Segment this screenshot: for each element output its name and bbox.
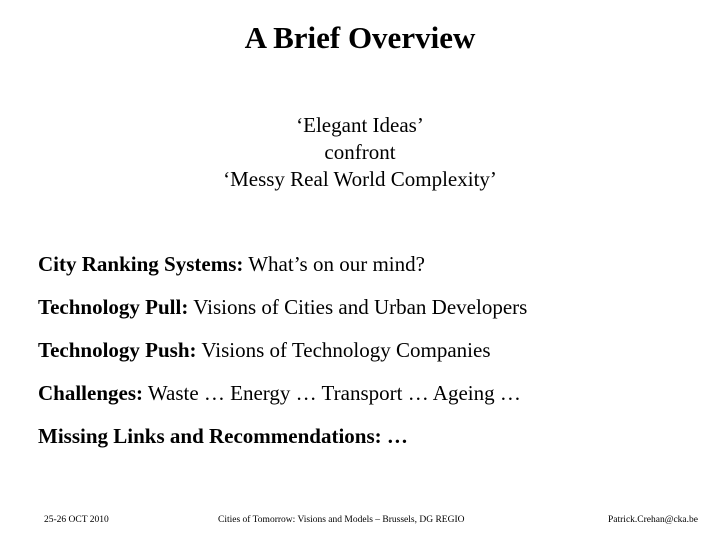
subtitle-line-confront: confront <box>324 140 396 164</box>
topic-text: What’s on our mind? <box>243 252 425 276</box>
topic-label: Technology Push: <box>38 338 197 362</box>
topic-label: Missing Links and Recommendations: … <box>38 424 408 448</box>
topic-missing-links <box>38 422 708 450</box>
slide-subtitle <box>0 112 720 193</box>
footer-email: Patrick.Crehan@cka.be <box>608 515 698 525</box>
topic-text: Visions of Cities and Urban Developers <box>188 295 528 319</box>
topic-text: Waste … Energy … Transport … Ageing … <box>143 381 521 405</box>
subtitle-line-elegant-ideas: ‘Elegant Ideas’ <box>296 113 424 137</box>
topic-technology-pull <box>38 293 708 321</box>
footer-event: Cities of Tomorrow: Visions and Models – Brussels, DG REGIO <box>218 515 465 525</box>
topic-text: Visions of Technology Companies <box>196 338 491 362</box>
topic-challenges <box>38 379 708 407</box>
topic-label: City Ranking Systems: <box>38 252 244 276</box>
topic-label: Technology Pull: <box>38 295 189 319</box>
footer-date: 25-26 OCT 2010 <box>44 515 109 525</box>
slide-title: A Brief Overview <box>244 20 476 55</box>
subtitle-line-messy-complexity: ‘Messy Real World Complexity’ <box>223 167 497 191</box>
topic-technology-push <box>38 336 708 364</box>
topic-city-ranking <box>38 250 708 278</box>
topic-label: Challenges: <box>38 381 143 405</box>
topic-list <box>38 250 708 465</box>
